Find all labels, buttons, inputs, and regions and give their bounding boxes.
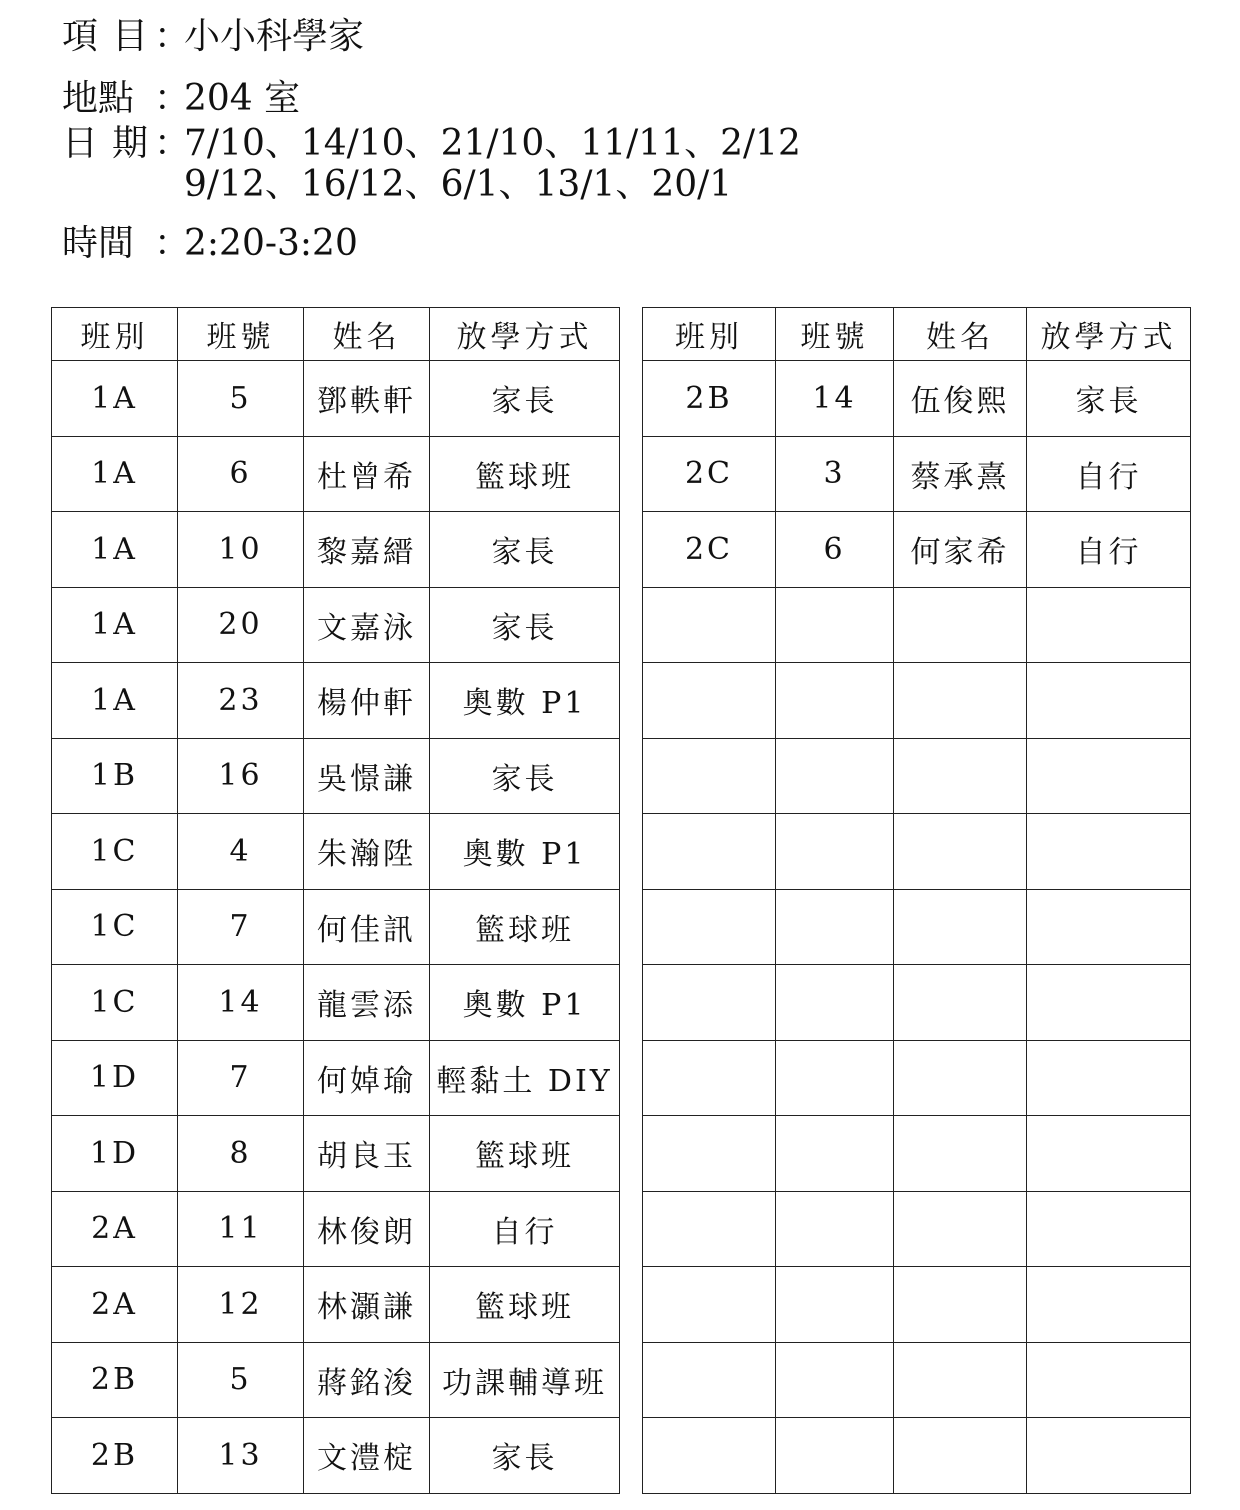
cell-dismissal: 奧數 P1 xyxy=(430,663,620,739)
cell-dismissal: 家長 xyxy=(430,1418,620,1494)
cell-name: 何婥瑜 xyxy=(304,1040,430,1116)
cell-class xyxy=(643,1191,776,1267)
cell-class xyxy=(643,663,776,739)
cell-class: 2A xyxy=(52,1191,178,1267)
cell-dismissal xyxy=(1027,1040,1191,1116)
cell-name: 黎嘉縉 xyxy=(304,512,430,588)
cell-number: 6 xyxy=(178,436,304,512)
cell-name: 蔣銘浚 xyxy=(304,1342,430,1418)
table-row xyxy=(643,1116,1191,1192)
cell-class: 1C xyxy=(52,889,178,965)
table-row xyxy=(643,512,1191,588)
cell-class xyxy=(643,889,776,965)
cell-number: 7 xyxy=(178,1040,304,1116)
cell-class: 1A xyxy=(52,512,178,588)
cell-dismissal xyxy=(1027,1342,1191,1418)
cell-dismissal xyxy=(1027,663,1191,739)
table-row xyxy=(643,1267,1191,1343)
cell-name: 吳憬謙 xyxy=(304,738,430,814)
header-number: 班號 xyxy=(178,308,304,361)
cell-name: 林俊朗 xyxy=(304,1191,430,1267)
table-row xyxy=(52,1342,620,1418)
left-roster-table xyxy=(51,307,620,1494)
cell-dismissal xyxy=(1027,889,1191,965)
cell-name xyxy=(894,663,1027,739)
cell-name: 何家希 xyxy=(894,512,1027,588)
header-row xyxy=(52,308,620,361)
cell-number: 5 xyxy=(178,361,304,437)
cell-dismissal xyxy=(1027,1116,1191,1192)
cell-number: 20 xyxy=(178,587,304,663)
cell-number: 7 xyxy=(178,889,304,965)
cell-number: 12 xyxy=(178,1267,304,1343)
cell-name: 鄧軼軒 xyxy=(304,361,430,437)
cell-class xyxy=(643,1116,776,1192)
cell-dismissal: 籃球班 xyxy=(430,1116,620,1192)
project-label: 項目 xyxy=(62,16,163,57)
table-row xyxy=(52,1040,620,1116)
table-row xyxy=(643,889,1191,965)
cell-class xyxy=(643,1040,776,1116)
cell-class: 2B xyxy=(52,1418,178,1494)
cell-name: 朱瀚陞 xyxy=(304,814,430,890)
cell-number xyxy=(776,587,894,663)
cell-class: 1D xyxy=(52,1116,178,1192)
cell-dismissal: 奧數 P1 xyxy=(430,965,620,1041)
cell-number xyxy=(776,889,894,965)
table-row xyxy=(52,587,620,663)
cell-dismissal: 輕黏土 DIY xyxy=(430,1040,620,1116)
cell-number: 14 xyxy=(178,965,304,1041)
cell-name: 林灝謙 xyxy=(304,1267,430,1343)
header-number: 班號 xyxy=(776,308,894,361)
cell-class: 2A xyxy=(52,1267,178,1343)
cell-class xyxy=(643,1342,776,1418)
table-row xyxy=(643,1342,1191,1418)
cell-class: 2B xyxy=(643,361,776,437)
cell-class: 1D xyxy=(52,1040,178,1116)
table-row xyxy=(643,1418,1191,1494)
cell-number xyxy=(776,1267,894,1343)
cell-dismissal: 家長 xyxy=(430,587,620,663)
header-row xyxy=(643,308,1191,361)
cell-number: 10 xyxy=(178,512,304,588)
cell-dismissal: 家長 xyxy=(430,512,620,588)
cell-class: 2B xyxy=(52,1342,178,1418)
dates-line xyxy=(62,123,801,165)
cell-number xyxy=(776,965,894,1041)
cell-name xyxy=(894,738,1027,814)
header-dismissal: 放學方式 xyxy=(430,308,620,361)
cell-name: 龍雲添 xyxy=(304,965,430,1041)
time-colon: ： xyxy=(154,223,191,264)
cell-number xyxy=(776,663,894,739)
dates-label: 日期 xyxy=(62,123,163,164)
cell-class: 1A xyxy=(52,436,178,512)
cell-class: 1C xyxy=(52,814,178,890)
dates-value-line2: 9/12、16/12、6/1、13/1、20/1 xyxy=(184,164,733,205)
table-row xyxy=(643,814,1191,890)
cell-name: 杜曾希 xyxy=(304,436,430,512)
cell-number: 3 xyxy=(776,436,894,512)
cell-dismissal xyxy=(1027,738,1191,814)
cell-number: 16 xyxy=(178,738,304,814)
cell-class xyxy=(643,1267,776,1343)
cell-number xyxy=(776,814,894,890)
cell-class xyxy=(643,738,776,814)
cell-class: 1A xyxy=(52,587,178,663)
table-row xyxy=(643,1191,1191,1267)
cell-number: 4 xyxy=(178,814,304,890)
cell-name: 文嘉泳 xyxy=(304,587,430,663)
cell-number xyxy=(776,1342,894,1418)
cell-name xyxy=(894,814,1027,890)
table-row xyxy=(52,436,620,512)
table-row xyxy=(52,1267,620,1343)
cell-dismissal: 家長 xyxy=(1027,361,1191,437)
cell-name xyxy=(894,1342,1027,1418)
table-row xyxy=(643,738,1191,814)
cell-dismissal xyxy=(1027,1267,1191,1343)
cell-number: 11 xyxy=(178,1191,304,1267)
cell-dismissal xyxy=(1027,1191,1191,1267)
table-row xyxy=(643,965,1191,1041)
project-colon: ： xyxy=(154,16,191,57)
cell-dismissal: 自行 xyxy=(1027,512,1191,588)
cell-number: 8 xyxy=(178,1116,304,1192)
project-value: 小小科學家 xyxy=(184,16,365,57)
table-row xyxy=(52,965,620,1041)
cell-dismissal xyxy=(1027,965,1191,1041)
cell-name: 蔡承熹 xyxy=(894,436,1027,512)
table-row xyxy=(52,814,620,890)
table-row xyxy=(52,738,620,814)
cell-dismissal xyxy=(1027,1418,1191,1494)
cell-name: 伍俊熙 xyxy=(894,361,1027,437)
cell-class: 1A xyxy=(52,663,178,739)
table-row xyxy=(52,1418,620,1494)
cell-number xyxy=(776,1116,894,1192)
cell-name: 胡良玉 xyxy=(304,1116,430,1192)
cell-dismissal: 家長 xyxy=(430,738,620,814)
table-row xyxy=(643,587,1191,663)
table-row xyxy=(52,889,620,965)
cell-name xyxy=(894,1267,1027,1343)
header-class: 班別 xyxy=(643,308,776,361)
cell-dismissal xyxy=(1027,814,1191,890)
header-name: 姓名 xyxy=(304,308,430,361)
cell-class: 1A xyxy=(52,361,178,437)
cell-class: 1B xyxy=(52,738,178,814)
cell-class: 1C xyxy=(52,965,178,1041)
cell-number xyxy=(776,1040,894,1116)
cell-number: 6 xyxy=(776,512,894,588)
table-row xyxy=(52,512,620,588)
cell-number: 23 xyxy=(178,663,304,739)
time-label: 時間 xyxy=(62,223,135,264)
cell-name xyxy=(894,889,1027,965)
time-line xyxy=(62,223,358,265)
location-value: 204 室 xyxy=(184,78,301,119)
location-label: 地點 xyxy=(62,78,135,119)
header-class: 班別 xyxy=(52,308,178,361)
cell-number: 13 xyxy=(178,1418,304,1494)
cell-class xyxy=(643,965,776,1041)
table-row xyxy=(643,361,1191,437)
cell-number: 5 xyxy=(178,1342,304,1418)
table-row xyxy=(643,436,1191,512)
project-line xyxy=(62,16,365,58)
cell-dismissal: 功課輔導班 xyxy=(430,1342,620,1418)
cell-number xyxy=(776,1418,894,1494)
cell-name xyxy=(894,1040,1027,1116)
cell-number xyxy=(776,738,894,814)
dates-colon: ： xyxy=(154,123,191,164)
right-roster-table xyxy=(642,307,1191,1494)
table-row xyxy=(52,1116,620,1192)
cell-dismissal: 奧數 P1 xyxy=(430,814,620,890)
cell-number: 14 xyxy=(776,361,894,437)
cell-name: 楊仲軒 xyxy=(304,663,430,739)
cell-name: 文澧椗 xyxy=(304,1418,430,1494)
cell-dismissal: 籃球班 xyxy=(430,1267,620,1343)
table-row xyxy=(52,1191,620,1267)
cell-class xyxy=(643,1418,776,1494)
cell-name xyxy=(894,1116,1027,1192)
table-row xyxy=(52,361,620,437)
location-colon: ： xyxy=(154,78,191,119)
cell-dismissal: 籃球班 xyxy=(430,889,620,965)
cell-class xyxy=(643,814,776,890)
cell-name xyxy=(894,1191,1027,1267)
cell-dismissal: 籃球班 xyxy=(430,436,620,512)
header-name: 姓名 xyxy=(894,308,1027,361)
table-row xyxy=(52,663,620,739)
cell-name: 何佳訊 xyxy=(304,889,430,965)
cell-dismissal: 家長 xyxy=(430,361,620,437)
cell-name xyxy=(894,1418,1027,1494)
location-line xyxy=(62,78,301,120)
cell-class: 2C xyxy=(643,512,776,588)
cell-name xyxy=(894,965,1027,1041)
dates-value-line1: 7/10、14/10、21/10、11/11、2/12 xyxy=(184,123,801,164)
time-value: 2:20-3:20 xyxy=(184,223,358,264)
cell-dismissal: 自行 xyxy=(1027,436,1191,512)
cell-dismissal: 自行 xyxy=(430,1191,620,1267)
table-row xyxy=(643,1040,1191,1116)
cell-class xyxy=(643,587,776,663)
cell-number xyxy=(776,1191,894,1267)
cell-class: 2C xyxy=(643,436,776,512)
table-row xyxy=(643,663,1191,739)
cell-name xyxy=(894,587,1027,663)
header-dismissal: 放學方式 xyxy=(1027,308,1191,361)
cell-dismissal xyxy=(1027,587,1191,663)
